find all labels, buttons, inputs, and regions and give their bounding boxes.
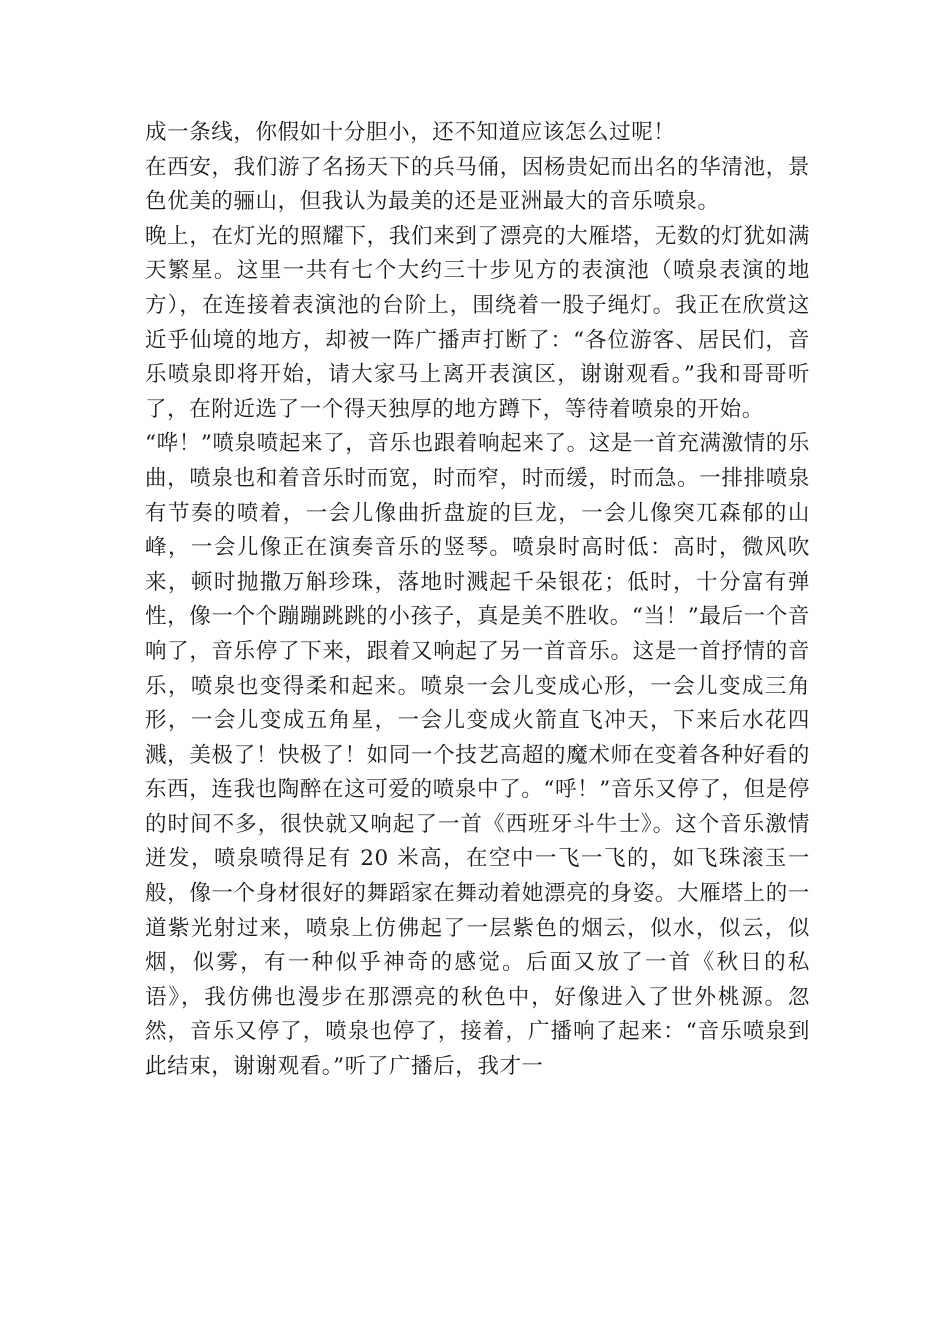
paragraph-evening-pagoda: 晚上，在灯光的照耀下，我们来到了漂亮的大雁塔，无数的灯犹如满天繁星。这里一共有七个大约三十步见方的表演池（喷泉表演的地方），在连接着表演池的台阶上，围绕着一股子绳灯。我正在欣赏这近乎仙境的地方，却被一阵广播声打断了：“各位游客、居民们，音乐喷泉即将开始，请大家马上离开表演区，谢谢观看。”我和哥哥听了，在附近选了一个得天独厚的地方蹲下，等待着喷泉的开始。 bbox=[145, 223, 810, 422]
paragraph-fountain-show: “哗！”喷泉喷起来了，音乐也跟着响起来了。这是一首充满激情的乐曲，喷泉也和着音乐时而宽，时而窄，时而缓，时而急。一排排喷泉有节奏的喷着，一会儿像曲折盘旋的巨龙，一会儿像突兀森郁的山峰，一会儿像正在演奏音乐的竖琴。喷泉时高时低：高时，微风吹来，顿时抛撒万斛珍珠，落地时溅起千朵银花；低时，十分富有弹性，像一个个蹦蹦跳跳的小孩子，真是美不胜收。“当！”最后一个音响了，音乐停了下来，跟着又响起了另一首音乐。这是一首抒情的音乐，喷泉也变得柔和起来。喷泉一会儿变成心形，一会儿变成三角形，一会儿变成五角星，一会儿变成火箭直飞冲天，下来后水花四溅，美极了！快极了！如同一个技艺高超的魔术师在变着各种好看的东西，连我也陶醉在这可爱的喷泉中了。“呼！”音乐又停了，但是停的时间不多，很快就又响起了一首《西班牙斗牛士》。这个音乐激情迸发，喷泉喷得足有 20 米高，在空中一飞一飞的，如飞珠滚玉一般，像一个身材很好的舞蹈家在舞动着她漂亮的身姿。大雁塔上的一道紫光射过来，喷泉上仿佛起了一层紫色的烟云，似水，似云，似烟，似雾，有一种似乎神奇的感觉。后面又放了一首《秋日的私语》，我仿佛也漫步在那漂亮的秋色中，好像进入了世外桃源。忽然，音乐又停了，喷泉也停了，接着，广播响了起来：“音乐喷泉到此结束，谢谢观看。”听了广播后，我才一 bbox=[145, 431, 810, 1080]
text-body bbox=[145, 116, 810, 1085]
paragraph-xian-sights: 在西安，我们游了名扬天下的兵马俑，因杨贵妃而出名的华清池，景色优美的骊山，但我认为最美的还是亚洲最大的音乐喷泉。 bbox=[145, 154, 810, 215]
paragraph-continuation: 成一条线，你假如十分胆小，还不知道应该怎么过呢！ bbox=[145, 120, 676, 145]
